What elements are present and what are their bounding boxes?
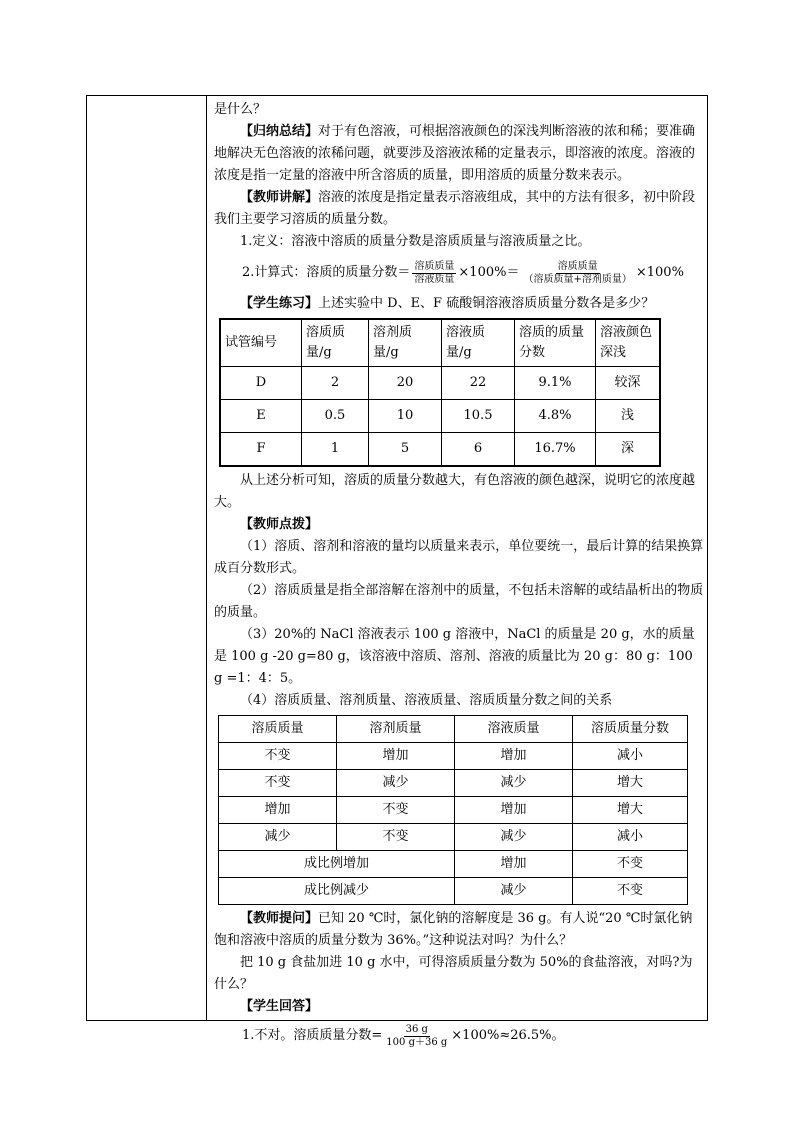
fraction-numerator: 溶质质量 — [414, 260, 455, 272]
table-header-cell: 溶液质量 — [455, 716, 573, 743]
table-cell: 增加 — [455, 743, 573, 770]
formula-mid: ×100%＝ — [458, 265, 520, 280]
fraction — [384, 1024, 449, 1049]
table-cell: 不变 — [337, 797, 455, 824]
paragraph-student-practice — [214, 293, 704, 315]
section-tag: 【学生练习】 — [240, 296, 319, 311]
tip-2: （2）溶质质量是指全部溶解在溶剂中的质量，不包括未溶解的或结晶析出的物质的质量。 — [214, 583, 704, 620]
table-cell: D — [220, 367, 302, 400]
section-tag: 【学生回答】 — [240, 999, 319, 1014]
table-cell: 不变 — [573, 878, 688, 905]
table-row — [220, 433, 660, 467]
table-cell: 较深 — [596, 367, 661, 400]
table-cell: E — [220, 400, 302, 433]
table-cell: 1 — [302, 433, 369, 467]
table-row — [219, 878, 688, 905]
table-cell: 0.5 — [302, 400, 369, 433]
table-header-cell: 溶质的质量分数 — [515, 319, 596, 367]
table-header-cell: 溶剂质量 — [337, 716, 455, 743]
table-cell: 减少 — [455, 770, 573, 797]
section-tag-teacher-tips — [214, 514, 704, 536]
fraction-numerator: 溶质质量 — [557, 260, 598, 272]
formula-prefix: 2.计算式：溶质的质量分数＝ — [242, 265, 411, 280]
formula-suffix: ×100%≈26.5%。 — [451, 1028, 565, 1043]
table-cell: 不变 — [573, 851, 688, 878]
tip-3: （3）20%的 NaCl 溶液表示 100 g 溶液中，NaCl 的质量是 20 g，水的质量是 100 g -20 g=80 g，该溶液中溶质、溶剂、溶液的质量比为 20 g：80 g：100 g =1：4：5。 — [214, 627, 695, 686]
table-cell: 16.7% — [515, 433, 596, 467]
lesson-content — [214, 99, 704, 1054]
table-cell: 增加 — [455, 851, 573, 878]
tip-1: （1）溶质、溶剂和溶液的量均以质量来表示，单位要统一，最后计算的结果换算成百分数形式。 — [214, 539, 704, 576]
paragraph-text: 对于有色溶液，可根据溶液颜色的深浅判断溶液的浓和稀；要准确地解决无色溶液的浓稀问题，就要涉及溶液浓稀的定量表示，即溶液的浓度。溶液的浓度是指一定量的溶液中所含溶质的质量，即用溶质的质量分数来表示。 — [214, 124, 696, 183]
formula-calculation — [214, 253, 704, 293]
table-cell: 减小 — [573, 743, 688, 770]
table-cell: 增加 — [337, 743, 455, 770]
table-header-row — [219, 716, 688, 743]
fraction-denominator: 溶液质量 — [414, 273, 455, 285]
table-row — [219, 743, 688, 770]
table-header-cell: 溶质质量 — [219, 716, 337, 743]
section-tag: 【归纳总结】 — [240, 124, 319, 139]
table-cell: 22 — [442, 367, 515, 400]
section-tag: 【教师讲解】 — [240, 190, 319, 205]
column-divider — [206, 95, 207, 1021]
table-cell: 增大 — [573, 797, 688, 824]
table-row — [219, 770, 688, 797]
table-header-cell: 试管编号 — [220, 319, 302, 367]
table-cell: 减小 — [573, 824, 688, 851]
relation-table — [218, 715, 688, 905]
table-cell-merged: 成比例减少 — [219, 878, 455, 905]
table-header-cell: 溶质质量分数 — [573, 716, 688, 743]
paragraph-text: 上述实验中 D、E、F 硫酸铜溶液溶质质量分数各是多少？ — [318, 296, 655, 311]
table-cell: 减少 — [455, 878, 573, 905]
fraction — [521, 261, 633, 286]
fraction-numerator: 36 g — [405, 1023, 428, 1035]
table-cell: 4.8% — [515, 400, 596, 433]
fraction — [412, 261, 456, 286]
table-header-row — [220, 319, 660, 367]
table-cell: 20 — [369, 367, 442, 400]
paragraph-question-2: 把 10 g 食盐加进 10 g 水中，可得溶质质量分数为 50%的食盐溶液，对吗?为什么？ — [214, 955, 693, 992]
table-row — [219, 797, 688, 824]
table-cell: 减少 — [337, 770, 455, 797]
formula-answer — [214, 1018, 704, 1054]
table-cell: 增加 — [219, 797, 337, 824]
table-cell: 6 — [442, 433, 515, 467]
table-cell: 减少 — [219, 824, 337, 851]
definition: 1.定义：溶液中溶质的质量分数是溶质质量与溶液质量之比。 — [240, 234, 591, 249]
paragraph-summary — [214, 121, 704, 187]
paragraph-text: 已知 20 ℃时，氯化钠的溶解度是 36 g。有人说“20 ℃时氯化钠饱和溶液中溶质的质量分数为 36%。”这种说法对吗？为什么？ — [214, 911, 693, 948]
table-header-cell: 溶液质量/g — [442, 319, 515, 367]
section-tag: 【教师点拨】 — [240, 517, 319, 532]
fraction-denominator: 100 g＋36 g — [386, 1036, 448, 1048]
table-cell: F — [220, 433, 302, 467]
table-cell: 2 — [302, 367, 369, 400]
table-cell: 9.1% — [515, 367, 596, 400]
table-cell-merged: 成比例增加 — [219, 851, 455, 878]
table-cell: 增加 — [455, 797, 573, 824]
tip-4: （4）溶质质量、溶剂质量、溶液质量、溶质质量分数之间的关系 — [240, 693, 613, 708]
table-header-cell: 溶剂质量/g — [369, 319, 442, 367]
table-row — [220, 400, 660, 433]
paragraph-teacher-question — [214, 908, 704, 952]
paragraph-text: 溶液的浓度是指定量表示溶液组成，其中的方法有很多，初中阶段我们主要学习溶质的质量分数。 — [214, 190, 696, 227]
table-cell: 减少 — [455, 824, 573, 851]
table-cell: 不变 — [337, 824, 455, 851]
table-header-cell: 溶质质量/g — [302, 319, 369, 367]
table-row — [219, 851, 688, 878]
formula-suffix: ×100% — [635, 265, 684, 280]
table-cell: 不变 — [219, 743, 337, 770]
table-cell: 浅 — [596, 400, 661, 433]
table-cell: 5 — [369, 433, 442, 467]
formula-prefix: 1.不对。溶质质量分数= — [242, 1028, 383, 1043]
paragraph: 是什么？ — [214, 102, 267, 117]
section-tag: 【教师提问】 — [240, 911, 319, 926]
table-cell: 增大 — [573, 770, 688, 797]
paragraph-teacher-explain — [214, 187, 704, 231]
table-cell: 深 — [596, 433, 661, 467]
table-row — [219, 824, 688, 851]
table-cell: 10.5 — [442, 400, 515, 433]
table-row — [220, 367, 660, 400]
section-tag-student-answer — [214, 996, 704, 1018]
table-header-cell: 溶液颜色深浅 — [596, 319, 661, 367]
table-cell: 不变 — [219, 770, 337, 797]
practice-table — [219, 318, 661, 467]
fraction-denominator: （溶质质量+溶剂质量） — [523, 273, 632, 285]
table-cell: 10 — [369, 400, 442, 433]
paragraph-conclusion: 从上述分析可知，溶质的质量分数越大，有色溶液的颜色越深，说明它的浓度越大。 — [214, 473, 696, 510]
